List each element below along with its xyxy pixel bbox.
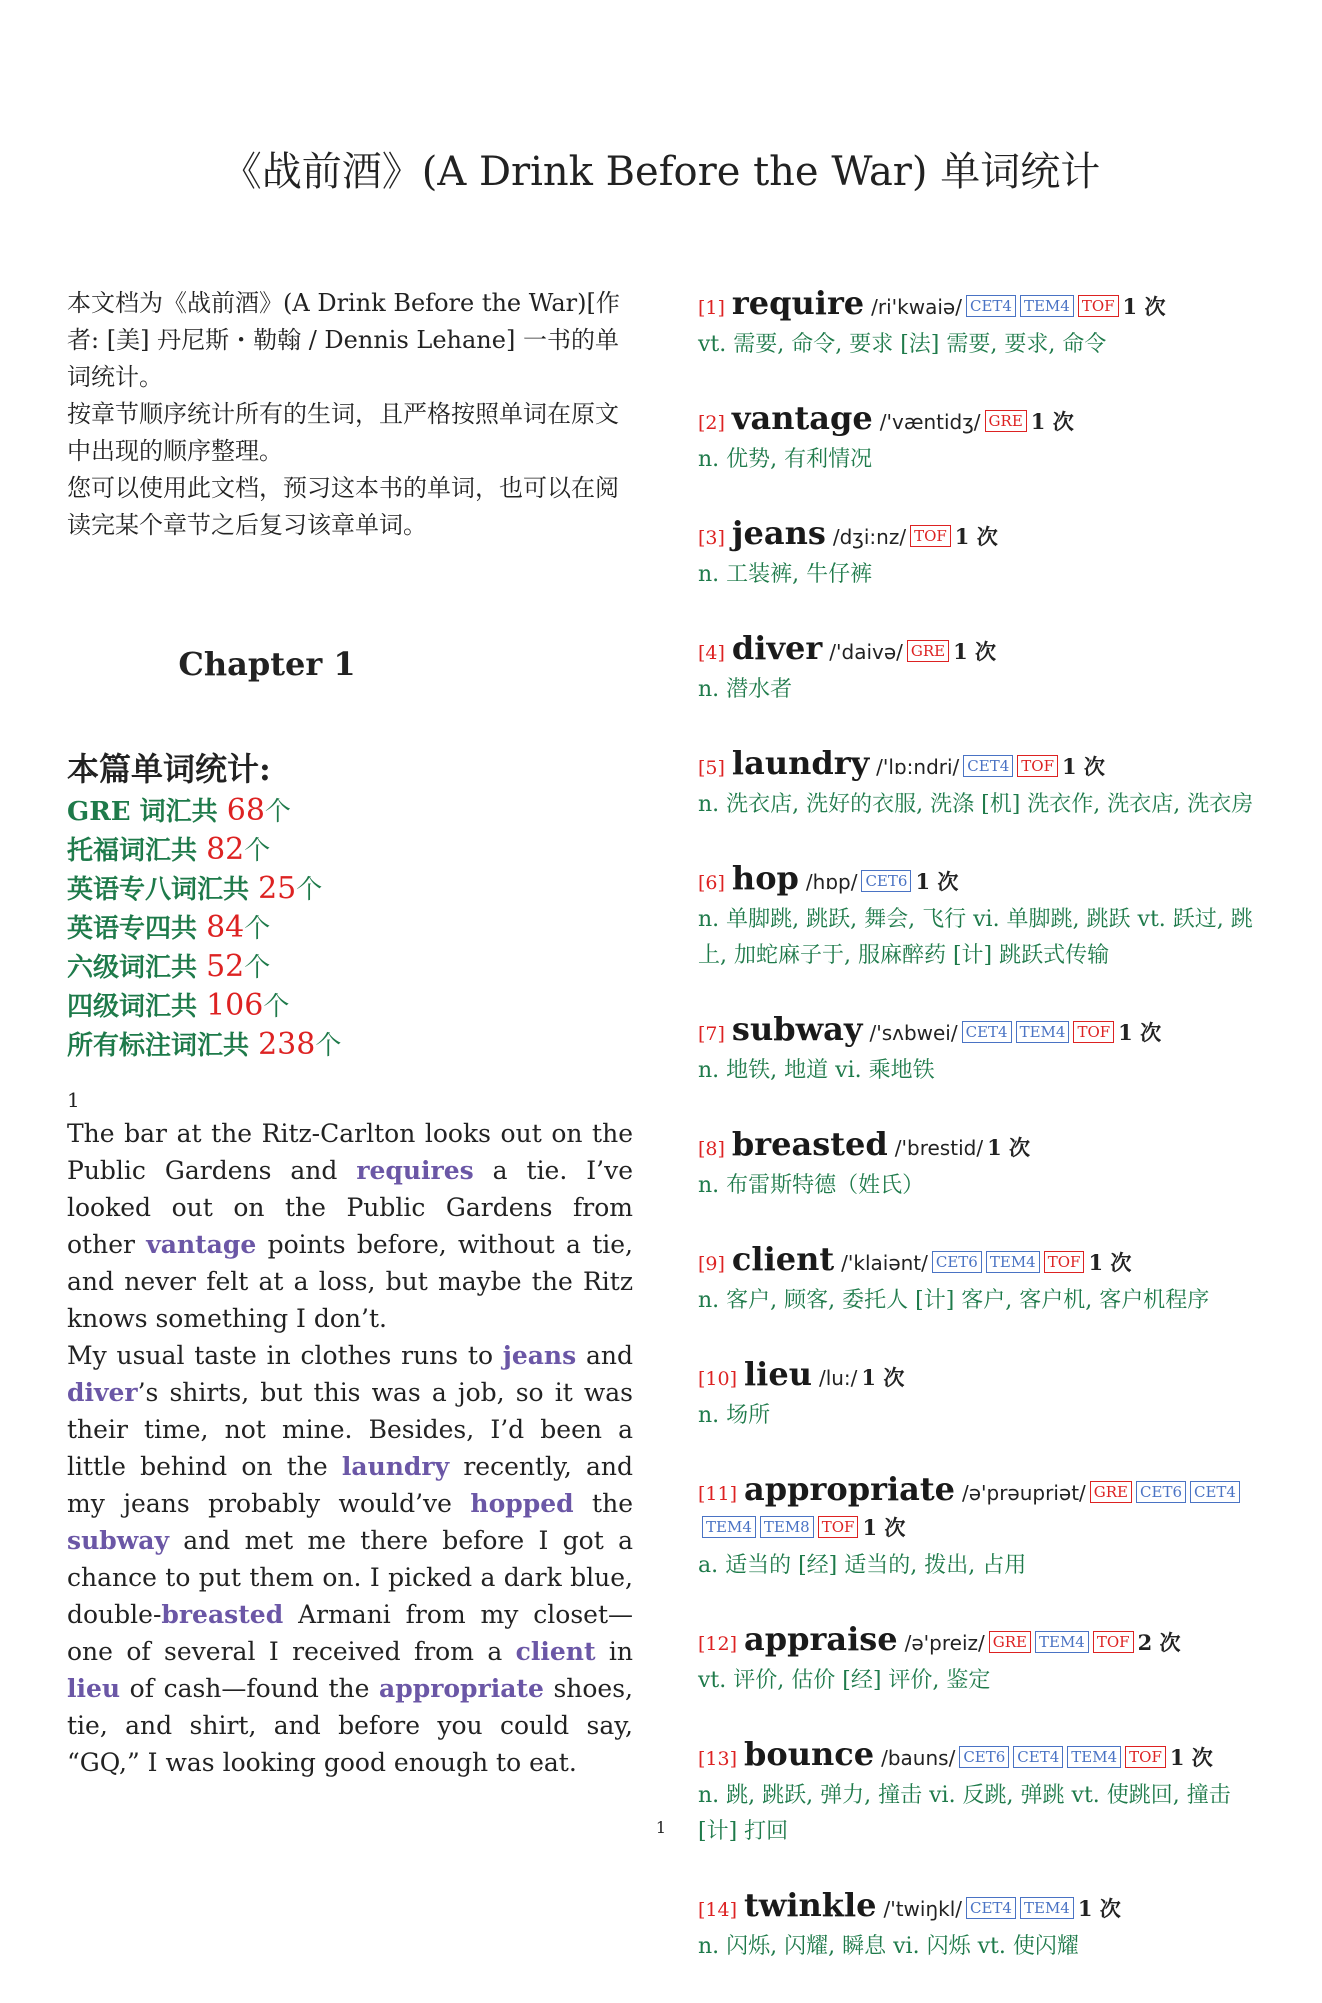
entry-phonetic: /ə'prəupriət/ [961, 1481, 1086, 1505]
word-stats [67, 748, 627, 1065]
entry-word: vantage [731, 399, 873, 437]
entry-phonetic: /'lɒ:ndri/ [876, 755, 960, 779]
exam-tag: CET6 [1136, 1481, 1186, 1503]
text-segment: Armani from my closet—one of several I received from a [67, 1600, 633, 1666]
exam-tag: GRE [907, 640, 949, 662]
stats-list [67, 792, 627, 1065]
vocab-entry [698, 1888, 1273, 1965]
entry-index: [10] [698, 1368, 738, 1390]
text-segment: a tie. I’ve looked out on the Public Gardens from other [67, 1156, 633, 1259]
entry-definition: n. 场所 [698, 1403, 771, 1428]
entry-word: subway [731, 1010, 863, 1048]
entry-phonetic: /dʒi:nz/ [832, 525, 907, 549]
entry-index: [4] [698, 642, 725, 664]
exam-tag: CET6 [932, 1251, 982, 1273]
exam-tag: TOF [1017, 755, 1058, 777]
stat-line [67, 870, 627, 909]
exam-tag: TOF [1073, 1021, 1114, 1043]
exam-tag: TOF [818, 1516, 859, 1538]
entry-count: 1 次 [1030, 409, 1074, 434]
stat-line [67, 792, 627, 831]
exam-tag: TOF [1093, 1631, 1134, 1653]
intro-paragraph: 本文档为《战前酒》(A Drink Before the War)[作者: [美] 丹尼斯・勒翰 / Dennis Lehane] 一书的单词统计。 [67, 289, 620, 391]
exam-tag: TEM4 [1035, 1631, 1089, 1653]
stat-line [67, 831, 627, 870]
entry-count: 1 次 [862, 1515, 906, 1540]
stat-count: 52 [206, 949, 245, 984]
stat-count: 82 [206, 832, 245, 867]
exam-tag: CET4 [966, 1897, 1016, 1919]
vocab-entry [698, 861, 1273, 974]
exam-tag: CET4 [1190, 1481, 1240, 1503]
highlighted-word: laundry [341, 1452, 450, 1481]
stat-line [67, 987, 627, 1026]
entry-word: breasted [731, 1125, 888, 1163]
entry-word: diver [731, 629, 823, 667]
stat-line [67, 909, 627, 948]
entry-count: 1 次 [954, 524, 998, 549]
entry-word: require [731, 284, 865, 322]
exam-tag: CET4 [963, 755, 1013, 777]
exam-tag: TOF [1044, 1251, 1085, 1273]
entry-phonetic: /'twiŋkl/ [883, 1897, 962, 1921]
entry-word: lieu [744, 1355, 812, 1393]
entry-phonetic: /ri'kwaiə/ [871, 295, 962, 319]
entry-definition: vt. 评价, 估价 [经] 评价, 鉴定 [698, 1668, 991, 1693]
entry-word: twinkle [744, 1886, 877, 1924]
entry-headline [698, 746, 1273, 785]
vocab-entry [698, 1472, 1273, 1584]
stat-label: 英语专四共 [67, 914, 207, 944]
entry-definition: n. 闪烁, 闪耀, 瞬息 vi. 闪烁 vt. 使闪耀 [698, 1934, 1079, 1959]
entry-phonetic: /'daivə/ [829, 640, 903, 664]
entry-count: 1 次 [987, 1135, 1030, 1160]
entry-phonetic: /'klaiənt/ [841, 1251, 928, 1275]
exam-tag: GRE [985, 410, 1027, 432]
entry-headline [698, 1012, 1273, 1051]
exam-tag: CET4 [966, 295, 1016, 317]
entry-word: hop [731, 859, 799, 897]
entry-index: [1] [698, 297, 725, 319]
stat-label: 托福词汇共 [67, 836, 207, 866]
stat-unit: 个 [315, 1031, 342, 1061]
stats-heading: 本篇单词统计: [67, 750, 271, 788]
entry-word: appropriate [744, 1470, 955, 1508]
stat-unit: 个 [264, 797, 291, 827]
text-paragraph [67, 1337, 633, 1781]
page-number: 1 [655, 1818, 667, 1837]
text-segment: shoes, tie, and shirt, and before you could say, “GQ,” I was looking good enough to eat. [67, 1674, 634, 1777]
entry-index: [2] [698, 412, 725, 434]
entry-phonetic: /bauns/ [881, 1746, 956, 1770]
entry-headline [698, 1737, 1273, 1776]
stat-unit: 个 [263, 992, 290, 1022]
entry-index: [6] [698, 872, 725, 894]
entry-word: appraise [744, 1620, 898, 1658]
entry-headline [698, 1357, 1273, 1396]
exam-tag: TEM4 [702, 1516, 756, 1538]
entry-headline [698, 286, 1273, 325]
entry-headline [698, 631, 1273, 670]
text-paragraph [67, 1115, 633, 1337]
stat-label: 英语专八词汇共 [67, 875, 259, 905]
stat-label: 所有标注词汇共 [67, 1031, 259, 1061]
entry-headline [698, 861, 1273, 900]
exam-tag: TEM4 [986, 1251, 1040, 1273]
entry-definition: a. 适当的 [经] 适当的, 拨出, 占用 [698, 1553, 1027, 1578]
entry-index: [5] [698, 757, 725, 779]
entry-phonetic: /'sʌbwei/ [869, 1021, 958, 1045]
text-segment: in [595, 1637, 633, 1666]
stat-unit: 个 [244, 953, 271, 983]
entry-count: 1 次 [1062, 754, 1105, 779]
entry-definition: n. 布雷斯特德（姓氏） [698, 1173, 925, 1198]
entry-headline [698, 516, 1273, 555]
highlighted-word: diver [67, 1378, 138, 1407]
entry-word: client [731, 1240, 835, 1278]
entry-definition: n. 单脚跳, 跳跃, 舞会, 飞行 vi. 单脚跳, 跳跃 vt. 跃过, 跳上, 加蛇麻子于, 服麻醉药 [计] 跳跃式传输 [698, 907, 1253, 968]
intro-paragraph: 按章节顺序统计所有的生词，且严格按照单词在原文中出现的顺序整理。 [67, 400, 619, 465]
stat-label: GRE 词汇共 [67, 797, 227, 827]
exam-tag: CET4 [1013, 1746, 1063, 1768]
entry-word: laundry [731, 744, 870, 782]
entry-index: [13] [698, 1748, 738, 1770]
entry-headline [698, 1472, 1273, 1546]
stat-count: 84 [206, 910, 245, 945]
exam-tag: TOF [1125, 1746, 1166, 1768]
stat-label: 四级词汇共 [67, 992, 207, 1022]
entry-phonetic: /ə'preiz/ [904, 1631, 985, 1655]
text-segment: and met me there before I got a chance to put them on. I picked a dark blue, double- [67, 1526, 633, 1629]
entry-phonetic: /lu:/ [818, 1366, 858, 1390]
entry-count: 2 次 [1137, 1630, 1181, 1655]
entry-headline [698, 1127, 1273, 1166]
vocab-entry [698, 1127, 1273, 1204]
entry-definition: n. 工装裤, 牛仔裤 [698, 562, 873, 587]
stat-label: 六级词汇共 [67, 953, 207, 983]
vocab-entry [698, 401, 1273, 478]
vocab-entry [698, 631, 1273, 708]
text-segment: the [573, 1489, 634, 1518]
entry-index: [9] [698, 1253, 725, 1275]
stat-count: 238 [258, 1027, 316, 1062]
entry-index: [8] [698, 1138, 725, 1160]
exam-tag: GRE [1090, 1481, 1132, 1503]
stat-line [67, 1026, 627, 1065]
text-segment: My usual taste in clothes runs to [67, 1341, 503, 1370]
entry-phonetic: /hɒp/ [805, 870, 858, 894]
intro-section [67, 285, 633, 544]
entry-index: [14] [698, 1899, 738, 1921]
entry-headline [698, 401, 1273, 440]
text-segment: recently, and my jeans probably would’ve [67, 1452, 633, 1518]
entry-count: 1 次 [1122, 294, 1166, 319]
vocab-entry [698, 1012, 1273, 1089]
entry-count: 1 次 [1077, 1896, 1121, 1921]
entry-count: 1 次 [1118, 1020, 1162, 1045]
entry-definition: n. 客户, 顾客, 委托人 [计] 客户, 客户机, 客户机程序 [698, 1288, 1210, 1313]
exam-tag: TEM4 [1020, 295, 1074, 317]
entry-definition: n. 地铁, 地道 vi. 乘地铁 [698, 1058, 935, 1083]
intro-text [67, 285, 633, 544]
entry-count: 1 次 [861, 1365, 905, 1390]
highlighted-word: client [515, 1637, 596, 1666]
vocab-entry [698, 286, 1273, 363]
exam-tag: TEM4 [1016, 1021, 1070, 1043]
highlighted-word: hopped [470, 1489, 574, 1518]
entry-definition: n. 洗衣店, 洗好的衣服, 洗涤 [机] 洗衣作, 洗衣店, 洗衣房 [698, 792, 1254, 817]
exam-tag: TOF [1078, 295, 1119, 317]
stat-line [67, 948, 627, 987]
text-segment: of cash—found the [120, 1674, 380, 1703]
highlighted-word: jeans [502, 1341, 577, 1370]
stat-count: 68 [226, 793, 265, 828]
highlighted-word: vantage [146, 1230, 257, 1259]
paragraph-number: 1 [67, 1088, 80, 1112]
stat-unit: 个 [244, 914, 271, 944]
vocab-entry [698, 746, 1273, 823]
entry-phonetic: /'væntidʒ/ [879, 410, 981, 434]
entry-index: [12] [698, 1633, 738, 1655]
highlighted-word: lieu [67, 1674, 121, 1703]
page-title: 《战前酒》(A Drink Before the War) 单词统计 [221, 149, 1101, 195]
stat-count: 106 [206, 988, 264, 1023]
vocab-entry [698, 1242, 1273, 1319]
exam-tag: TEM8 [760, 1516, 814, 1538]
exam-tag: CET4 [962, 1021, 1012, 1043]
text-segment: The bar at the Ritz-Carlton looks out on the Public Gardens and [67, 1119, 633, 1185]
entry-count: 1 次 [915, 869, 959, 894]
chapter-heading: Chapter 1 [178, 645, 356, 683]
vocab-entry [698, 1357, 1273, 1434]
text-segment: ’s shirts, but this was a job, so it was their time, not mine. Besides, I’d been a little behind on the [67, 1378, 633, 1481]
stat-count: 25 [258, 871, 297, 906]
exam-tag: CET6 [861, 870, 911, 892]
entry-count: 1 次 [1088, 1250, 1132, 1275]
entry-headline [698, 1242, 1273, 1281]
highlighted-word: subway [67, 1526, 169, 1555]
text-segment: points before, without a tie, and never felt at a loss, but maybe the Ritz knows something I don’t. [67, 1230, 633, 1333]
exam-tag: CET6 [959, 1746, 1009, 1768]
entry-count: 1 次 [1169, 1745, 1213, 1770]
book-text [67, 1115, 633, 1781]
entry-headline [698, 1622, 1273, 1661]
entry-word: jeans [731, 514, 826, 552]
exam-tag: TEM4 [1067, 1746, 1121, 1768]
entry-phonetic: /'brestid/ [894, 1136, 984, 1160]
stat-unit: 个 [244, 836, 271, 866]
exam-tag: TEM4 [1020, 1897, 1074, 1919]
entry-definition: n. 潜水者 [698, 677, 793, 702]
entry-definition: vt. 需要, 命令, 要求 [法] 需要, 要求, 命令 [698, 332, 1107, 357]
stat-unit: 个 [296, 875, 323, 905]
text-segment: and [576, 1341, 633, 1370]
entry-headline [698, 1888, 1273, 1927]
entry-definition: n. 优势, 有利情况 [698, 447, 873, 472]
vocab-entry [698, 516, 1273, 593]
exam-tag: GRE [989, 1631, 1031, 1653]
highlighted-word: appropriate [379, 1674, 544, 1703]
highlighted-word: requires [356, 1156, 474, 1185]
entry-count: 1 次 [953, 639, 997, 664]
exam-tag: TOF [910, 525, 951, 547]
entry-index: [3] [698, 527, 725, 549]
vocabulary-list [698, 286, 1273, 2003]
highlighted-word: breasted [161, 1600, 284, 1629]
entry-word: bounce [744, 1735, 875, 1773]
entry-index: [7] [698, 1023, 725, 1045]
vocab-entry [698, 1622, 1273, 1699]
entry-definition: n. 跳, 跳跃, 弹力, 撞击 vi. 反跳, 弹跳 vt. 使跳回, 撞击 [计] 打回 [698, 1783, 1231, 1844]
entry-index: [11] [698, 1483, 738, 1505]
intro-paragraph: 您可以使用此文档，预习这本书的单词，也可以在阅读完某个章节之后复习该章单词。 [67, 474, 619, 539]
